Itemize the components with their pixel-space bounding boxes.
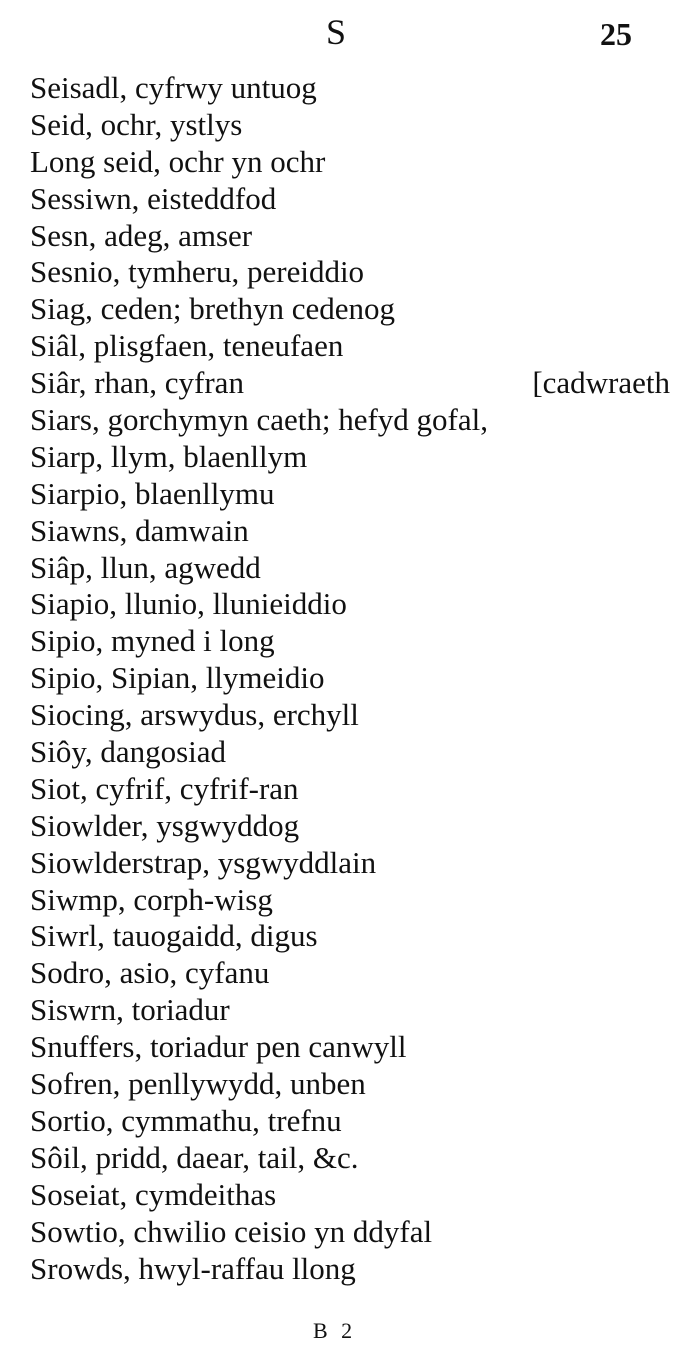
entry-text: Siâp, llun, agwedd (30, 549, 261, 585)
entry-text: Siars, gorchymyn caeth; hefyd gofal, (30, 402, 488, 438)
entry-text: Siwrl, tauogaidd, digus (30, 918, 318, 954)
section-letter: S (326, 12, 347, 52)
dictionary-entry (30, 1251, 670, 1288)
dictionary-entry (30, 254, 670, 291)
dictionary-entry (30, 918, 670, 955)
dictionary-entry (30, 660, 670, 697)
dictionary-entry (30, 1066, 670, 1103)
entry-text: Siôy, dangosiad (30, 734, 227, 770)
entry-text: Seisadl, cyfrwy untuog (30, 70, 317, 105)
entry-text: Siowlder, ysgwyddog (30, 807, 300, 843)
entry-text: Sipio, myned i long (30, 623, 275, 659)
dictionary-entry (30, 955, 670, 992)
entry-text: Sessiwn, eisteddfod (30, 180, 277, 216)
entry-text: Sesn, adeg, amser (30, 217, 253, 253)
dictionary-entry (30, 144, 670, 181)
entry-text: Seid, ochr, ystlys (30, 106, 243, 142)
dictionary-entry (30, 1214, 670, 1251)
dictionary-entry (30, 623, 670, 660)
dictionary-entry (30, 218, 670, 255)
entry-text: Sodro, asio, cyfanu (30, 955, 270, 991)
dictionary-entry (30, 476, 670, 513)
entry-text: Siowlderstrap, ysgwyddlain (30, 844, 377, 880)
dictionary-entry (30, 771, 670, 808)
dictionary-entry (30, 439, 670, 476)
entry-text: Siarpio, blaenllymu (30, 475, 275, 511)
dictionary-entry (30, 882, 670, 919)
dictionary-entry (30, 402, 670, 439)
entry-turnover: [cadwraeth (532, 365, 670, 401)
entry-text: Siswrn, toriadur (30, 992, 230, 1028)
entry-text: Siwmp, corph-wisg (30, 881, 273, 917)
dictionary-entry (30, 808, 670, 845)
dictionary-entry (30, 1029, 670, 1066)
dictionary-entry (30, 1140, 670, 1177)
entry-text: Siag, ceden; brethyn cedenog (30, 291, 395, 327)
entry-text: Siâr, rhan, cyfran (30, 365, 244, 401)
entry-text: Snuffers, toriadur pen canwyll (30, 1029, 407, 1065)
entry-text: Long seid, ochr yn ochr (30, 143, 326, 179)
entry-text: Sortio, cymmathu, trefnu (30, 1102, 342, 1138)
dictionary-entry (30, 734, 670, 771)
dictionary-entry (30, 586, 670, 623)
entry-text: Sipio, Sipian, llymeidio (30, 660, 325, 696)
dictionary-entry (30, 70, 670, 107)
entry-text: Srowds, hwyl-raffau llong (30, 1250, 356, 1286)
entry-list (30, 70, 670, 1287)
entry-text: Siarp, llym, blaenllym (30, 438, 308, 474)
entry-text: Siapio, llunio, llunieiddio (30, 586, 347, 622)
entry-text: Siocing, arswydus, erchyll (30, 697, 359, 733)
dictionary-entry (30, 1103, 670, 1140)
dictionary-entry (30, 1177, 670, 1214)
dictionary-entry (30, 291, 670, 328)
dictionary-entry (30, 550, 670, 587)
dictionary-entry (30, 107, 670, 144)
entry-text: Sowtio, chwilio ceisio yn ddyfal (30, 1213, 433, 1249)
page-number: 25 (600, 16, 632, 52)
entry-text: Sôil, pridd, daear, tail, &c. (30, 1139, 359, 1175)
dictionary-entry (30, 365, 670, 402)
entry-text: Sofren, penllywydd, unben (30, 1066, 366, 1102)
dictionary-entry (30, 992, 670, 1029)
entry-text: Soseiat, cymdeithas (30, 1176, 277, 1212)
dictionary-entry (30, 181, 670, 218)
entry-text: Siawns, damwain (30, 512, 249, 548)
printer-signature: B 2 (313, 1318, 357, 1343)
page-header (0, 12, 681, 52)
dictionary-entry (30, 697, 670, 734)
dictionary-entry (30, 513, 670, 550)
entry-text: Siot, cyfrif, cyfrif-ran (30, 770, 299, 806)
entry-text: Sesnio, tymheru, pereiddio (30, 254, 365, 290)
dictionary-entry (30, 328, 670, 365)
dictionary-entry (30, 845, 670, 882)
entry-text: Siâl, plisgfaen, teneufaen (30, 328, 344, 364)
